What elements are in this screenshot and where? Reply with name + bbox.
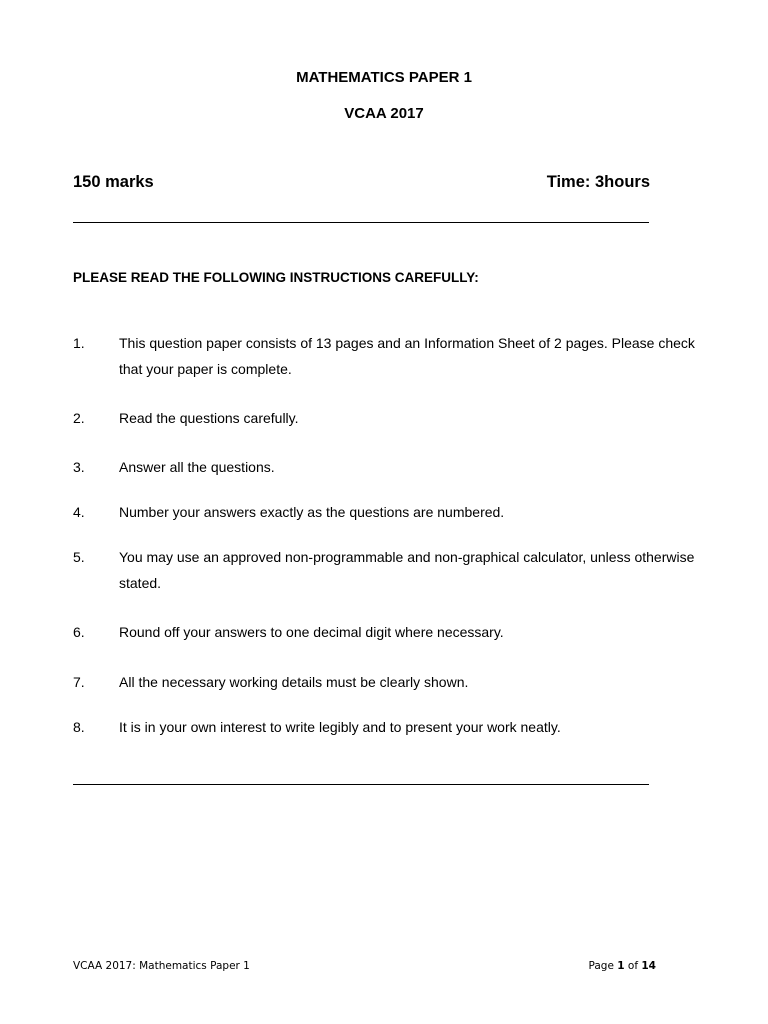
instruction-text: You may use an approved non-programmable and non-graphical calculator, unless otherwise stated. xyxy=(119,549,695,591)
instruction-item xyxy=(73,330,698,382)
page-of: of xyxy=(627,960,639,972)
page-total: 14 xyxy=(641,960,656,972)
instruction-number: 5. xyxy=(73,549,85,565)
instruction-number: 4. xyxy=(73,504,85,520)
paper-title: MATHEMATICS PAPER 1 xyxy=(296,69,472,86)
instruction-text: All the necessary working details must be clearly shown. xyxy=(119,674,469,690)
paper-subtitle: VCAA 2017 xyxy=(344,105,424,122)
instruction-text: Round off your answers to one decimal digit where necessary. xyxy=(119,624,504,640)
time-allowed: Time: 3hours xyxy=(546,173,650,191)
instruction-text: Number your answers exactly as the questions are numbered. xyxy=(119,504,505,520)
instruction-number: 7. xyxy=(73,674,85,690)
top-divider xyxy=(73,222,649,223)
instruction-text: This question paper consists of 13 pages and an Information Sheet of 2 pages. Please check that your paper is complete. xyxy=(119,335,695,377)
instruction-item xyxy=(73,544,698,596)
instruction-number: 8. xyxy=(73,719,85,735)
footer-paper-name: VCAA 2017: Mathematics Paper 1 xyxy=(73,960,250,972)
instruction-number: 2. xyxy=(73,410,85,426)
instruction-text: Read the questions carefully. xyxy=(119,410,299,426)
page-word: Page xyxy=(588,960,614,972)
instruction-number: 1. xyxy=(73,335,85,351)
footer-page-number xyxy=(588,960,656,972)
instruction-text: It is in your own interest to write legibly and to present your work neatly. xyxy=(119,719,561,735)
bottom-divider xyxy=(73,784,649,785)
instruction-number: 3. xyxy=(73,459,85,475)
total-marks: 150 marks xyxy=(73,173,154,191)
instruction-number: 6. xyxy=(73,624,85,640)
instruction-text: Answer all the questions. xyxy=(119,459,275,475)
instructions-heading: PLEASE READ THE FOLLOWING INSTRUCTIONS CAREFULLY: xyxy=(73,270,479,285)
page-current: 1 xyxy=(617,960,625,972)
